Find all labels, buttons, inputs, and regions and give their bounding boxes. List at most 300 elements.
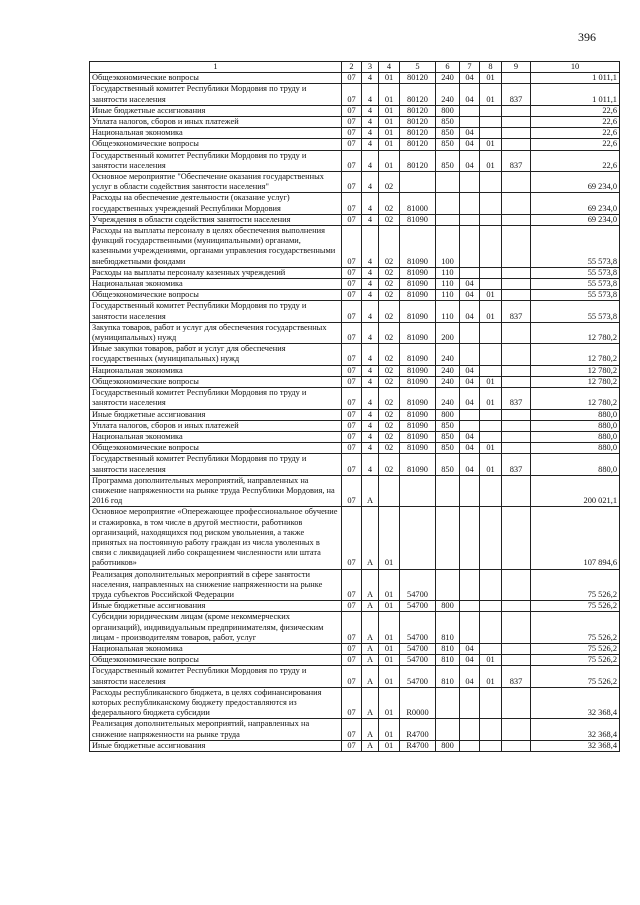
code-pp: 4: [362, 150, 379, 171]
table-row: [90, 226, 620, 268]
item-name: Национальная экономика: [90, 431, 342, 442]
item-name: Национальная экономика: [90, 128, 342, 139]
code-pr: [480, 279, 502, 290]
table-row: [90, 740, 620, 751]
code-om: 01: [379, 666, 400, 687]
amount: 12 780,2: [531, 365, 620, 376]
code-pr: [480, 612, 502, 644]
code-grbs: [502, 193, 531, 214]
code-grbs: [502, 569, 531, 601]
code-om: 01: [379, 719, 400, 740]
code-grbs: [502, 719, 531, 740]
code-vr: 810: [436, 612, 460, 644]
code-pr: [480, 507, 502, 569]
code-grbs: [502, 73, 531, 84]
code-pr: [480, 601, 502, 612]
table-row: [90, 719, 620, 740]
code-vr: 800: [436, 105, 460, 116]
code-grbs: [502, 643, 531, 654]
code-rz: 04: [460, 443, 480, 454]
code-pr: [480, 344, 502, 365]
code-pr: [480, 420, 502, 431]
amount: 880,0: [531, 431, 620, 442]
item-name: Расходы на выплаты персоналу казенных учреждений: [90, 267, 342, 278]
code-direction: R0000: [400, 687, 436, 719]
amount: 880,0: [531, 443, 620, 454]
code-rz: 04: [460, 666, 480, 687]
code-rz: [460, 193, 480, 214]
code-pr: [480, 117, 502, 128]
code-grbs: 837: [502, 84, 531, 105]
table-row: [90, 172, 620, 193]
code-gp: 07: [342, 128, 362, 139]
code-pp: 4: [362, 301, 379, 322]
item-name: Общеэкономические вопросы: [90, 376, 342, 387]
code-rz: 04: [460, 431, 480, 442]
column-number: 1: [90, 62, 342, 73]
code-pp: А: [362, 643, 379, 654]
code-pp: 4: [362, 443, 379, 454]
code-grbs: [502, 376, 531, 387]
code-om: 01: [379, 643, 400, 654]
code-rz: [460, 569, 480, 601]
code-gp: 07: [342, 666, 362, 687]
code-pp: 4: [362, 128, 379, 139]
code-pp: 4: [362, 226, 379, 268]
code-om: 02: [379, 388, 400, 409]
code-direction: 81090: [400, 388, 436, 409]
code-rz: [460, 687, 480, 719]
code-om: 02: [379, 443, 400, 454]
code-rz: [460, 172, 480, 193]
amount: 200 021,1: [531, 475, 620, 507]
amount: 1 011,1: [531, 73, 620, 84]
code-gp: 07: [342, 290, 362, 301]
code-gp: 07: [342, 409, 362, 420]
code-rz: 04: [460, 150, 480, 171]
code-vr: 110: [436, 279, 460, 290]
code-pp: А: [362, 655, 379, 666]
amount: 32 368,4: [531, 719, 620, 740]
amount: 69 234,0: [531, 214, 620, 225]
code-pp: 4: [362, 365, 379, 376]
table-row: [90, 344, 620, 365]
code-om: 01: [379, 612, 400, 644]
code-rz: [460, 475, 480, 507]
code-gp: 07: [342, 420, 362, 431]
code-om: 01: [379, 117, 400, 128]
amount: 880,0: [531, 409, 620, 420]
code-rz: 04: [460, 290, 480, 301]
table-row: [90, 420, 620, 431]
item-name: Реализация дополнительных мероприятий в сфере занятости населения, направленных на снижение напряженности на рынке труда субъектов Российской Федерации: [90, 569, 342, 601]
table-body: [90, 73, 620, 752]
item-name: Расходы на обеспечение деятельности (оказание услуг) государственных учреждений Республики Мордовия: [90, 193, 342, 214]
code-grbs: [502, 612, 531, 644]
code-pp: А: [362, 612, 379, 644]
table-row: [90, 376, 620, 387]
code-pr: 01: [480, 84, 502, 105]
code-om: 02: [379, 454, 400, 475]
amount: 32 368,4: [531, 740, 620, 751]
code-vr: 850: [436, 117, 460, 128]
code-pp: 4: [362, 388, 379, 409]
code-pr: 01: [480, 376, 502, 387]
code-vr: 110: [436, 301, 460, 322]
code-vr: 800: [436, 409, 460, 420]
code-gp: 07: [342, 84, 362, 105]
amount: 75 526,2: [531, 666, 620, 687]
code-direction: 80120: [400, 139, 436, 150]
code-grbs: 837: [502, 388, 531, 409]
code-vr: 850: [436, 431, 460, 442]
code-vr: 110: [436, 267, 460, 278]
code-pr: 01: [480, 666, 502, 687]
code-pr: [480, 740, 502, 751]
code-gp: 07: [342, 344, 362, 365]
column-number: 2: [342, 62, 362, 73]
code-rz: [460, 601, 480, 612]
amount: 12 780,2: [531, 376, 620, 387]
code-vr: 850: [436, 420, 460, 431]
item-name: Государственный комитет Республики Мордовия по труду и занятости населения: [90, 150, 342, 171]
item-name: Национальная экономика: [90, 279, 342, 290]
code-om: 02: [379, 420, 400, 431]
code-direction: 81090: [400, 454, 436, 475]
item-name: Государственный комитет Республики Мордовия по труду и занятости населения: [90, 301, 342, 322]
code-pp: 4: [362, 84, 379, 105]
table-row: [90, 290, 620, 301]
table-row: [90, 443, 620, 454]
table-row: [90, 301, 620, 322]
code-grbs: [502, 290, 531, 301]
code-vr: [436, 214, 460, 225]
code-pp: 4: [362, 172, 379, 193]
code-grbs: 837: [502, 454, 531, 475]
code-direction: 81000: [400, 193, 436, 214]
code-grbs: 837: [502, 301, 531, 322]
code-rz: [460, 322, 480, 343]
code-pp: 4: [362, 420, 379, 431]
code-om: 02: [379, 214, 400, 225]
table-row: [90, 409, 620, 420]
amount: 22,6: [531, 128, 620, 139]
item-name: Расходы республиканского бюджета, в целях софинансирования которых республиканскому бюджету предоставляются из федерального бюджета субсидии: [90, 687, 342, 719]
table-row: [90, 267, 620, 278]
code-direction: 80120: [400, 73, 436, 84]
code-rz: 04: [460, 73, 480, 84]
item-name: Закупка товаров, работ и услуг для обеспечения государственных (муниципальных) нужд: [90, 322, 342, 343]
item-name: Иные бюджетные ассигнования: [90, 601, 342, 612]
code-grbs: [502, 322, 531, 343]
code-direction: 81090: [400, 322, 436, 343]
code-grbs: [502, 128, 531, 139]
code-pp: А: [362, 687, 379, 719]
item-name: Основное мероприятие "Обеспечение оказания государственных услуг в области содействия занятости населения": [90, 172, 342, 193]
code-pr: 01: [480, 139, 502, 150]
item-name: Общеэкономические вопросы: [90, 139, 342, 150]
code-gp: 07: [342, 117, 362, 128]
table-row: [90, 601, 620, 612]
code-rz: [460, 267, 480, 278]
code-pr: [480, 365, 502, 376]
code-rz: 04: [460, 84, 480, 105]
code-gp: 07: [342, 193, 362, 214]
code-vr: [436, 569, 460, 601]
table-header: [90, 62, 620, 73]
code-grbs: [502, 344, 531, 365]
code-pp: А: [362, 569, 379, 601]
code-vr: [436, 687, 460, 719]
amount: 55 573,8: [531, 267, 620, 278]
code-vr: 240: [436, 388, 460, 409]
code-grbs: [502, 226, 531, 268]
amount: 55 573,8: [531, 279, 620, 290]
table-row: [90, 193, 620, 214]
code-rz: [460, 420, 480, 431]
code-rz: [460, 105, 480, 116]
code-direction: 81090: [400, 226, 436, 268]
amount: 69 234,0: [531, 172, 620, 193]
code-grbs: [502, 687, 531, 719]
code-grbs: [502, 267, 531, 278]
code-direction: 80120: [400, 84, 436, 105]
code-gp: 07: [342, 719, 362, 740]
code-pp: 4: [362, 193, 379, 214]
code-pp: 4: [362, 322, 379, 343]
amount: 22,6: [531, 150, 620, 171]
code-vr: 850: [436, 443, 460, 454]
code-rz: [460, 740, 480, 751]
code-rz: [460, 344, 480, 365]
code-om: 02: [379, 301, 400, 322]
code-gp: 07: [342, 388, 362, 409]
table-row: [90, 139, 620, 150]
code-pr: 01: [480, 150, 502, 171]
column-number: 7: [460, 62, 480, 73]
amount: 12 780,2: [531, 322, 620, 343]
item-name: Государственный комитет Республики Мордовия по труду и занятости населения: [90, 666, 342, 687]
code-gp: 07: [342, 214, 362, 225]
code-om: 02: [379, 322, 400, 343]
code-grbs: [502, 601, 531, 612]
code-pr: [480, 409, 502, 420]
code-grbs: [502, 365, 531, 376]
code-pr: [480, 172, 502, 193]
code-pr: [480, 322, 502, 343]
item-name: Общеэкономические вопросы: [90, 290, 342, 301]
code-vr: 240: [436, 344, 460, 365]
code-rz: 04: [460, 655, 480, 666]
code-direction: R4700: [400, 740, 436, 751]
item-name: Субсидии юридическим лицам (кроме некоммерческих организаций), индивидуальным предпринимателям, физическим лицам - производителям товаров, работ, услуг: [90, 612, 342, 644]
code-pp: А: [362, 601, 379, 612]
code-direction: [400, 475, 436, 507]
code-om: 02: [379, 267, 400, 278]
code-grbs: 837: [502, 150, 531, 171]
amount: 880,0: [531, 454, 620, 475]
code-om: 01: [379, 569, 400, 601]
code-vr: [436, 475, 460, 507]
item-name: Уплата налогов, сборов и иных платежей: [90, 117, 342, 128]
code-pp: 4: [362, 279, 379, 290]
item-name: Иные бюджетные ассигнования: [90, 740, 342, 751]
code-direction: 54700: [400, 666, 436, 687]
code-pp: 4: [362, 409, 379, 420]
table-row: [90, 365, 620, 376]
code-pr: 01: [480, 73, 502, 84]
code-direction: 54700: [400, 569, 436, 601]
code-om: 01: [379, 740, 400, 751]
code-vr: 850: [436, 454, 460, 475]
code-vr: 200: [436, 322, 460, 343]
table-row: [90, 322, 620, 343]
table-row: [90, 687, 620, 719]
code-direction: 81090: [400, 443, 436, 454]
code-grbs: [502, 655, 531, 666]
amount: 32 368,4: [531, 687, 620, 719]
item-name: Национальная экономика: [90, 643, 342, 654]
item-name: Государственный комитет Республики Мордовия по труду и занятости населения: [90, 454, 342, 475]
item-name: Основное мероприятие «Опережающее профессиональное обучение и стажировка, в том числе в другой местности, работников организаций, находящихся под риском увольнения, а также принятых на постоянную работу граждан из числа уволенных в связи с ликвидацией либо сокращением численности или штата работников»: [90, 507, 342, 569]
column-number: 4: [379, 62, 400, 73]
column-number: 5: [400, 62, 436, 73]
item-name: Учреждения в области содействия занятости населения: [90, 214, 342, 225]
code-om: 01: [379, 655, 400, 666]
code-rz: 04: [460, 128, 480, 139]
amount: 75 526,2: [531, 569, 620, 601]
code-om: 02: [379, 172, 400, 193]
column-number: 6: [436, 62, 460, 73]
item-name: Общеэкономические вопросы: [90, 443, 342, 454]
table-row: [90, 569, 620, 601]
code-vr: 240: [436, 376, 460, 387]
code-grbs: [502, 105, 531, 116]
code-pp: 4: [362, 376, 379, 387]
code-gp: 07: [342, 443, 362, 454]
code-vr: 240: [436, 73, 460, 84]
code-pr: 01: [480, 301, 502, 322]
table-row: [90, 612, 620, 644]
column-number: 9: [502, 62, 531, 73]
amount: 55 573,8: [531, 226, 620, 268]
code-pp: А: [362, 740, 379, 751]
amount: 75 526,2: [531, 612, 620, 644]
code-om: 01: [379, 601, 400, 612]
column-number: 8: [480, 62, 502, 73]
code-om: 02: [379, 290, 400, 301]
code-vr: [436, 193, 460, 214]
code-direction: 81090: [400, 420, 436, 431]
amount: 55 573,8: [531, 290, 620, 301]
code-om: 02: [379, 344, 400, 365]
code-vr: 810: [436, 655, 460, 666]
code-direction: 80120: [400, 117, 436, 128]
code-pp: 4: [362, 117, 379, 128]
code-om: 01: [379, 139, 400, 150]
item-name: Иные закупки товаров, работ и услуг для обеспечения государственных (муниципальных) нужд: [90, 344, 342, 365]
code-gp: 07: [342, 172, 362, 193]
code-direction: 81090: [400, 214, 436, 225]
code-om: 02: [379, 365, 400, 376]
item-name: Программа дополнительных мероприятий, направленных на снижение напряженности на рынке труда Республики Мордовия, на 2016 год: [90, 475, 342, 507]
item-name: Национальная экономика: [90, 365, 342, 376]
code-pr: 01: [480, 290, 502, 301]
code-om: 01: [379, 687, 400, 719]
code-gp: 07: [342, 740, 362, 751]
code-gp: 07: [342, 569, 362, 601]
code-pp: 4: [362, 267, 379, 278]
code-rz: [460, 226, 480, 268]
code-grbs: [502, 279, 531, 290]
code-direction: 81090: [400, 301, 436, 322]
code-direction: 81090: [400, 365, 436, 376]
table-row: [90, 655, 620, 666]
code-gp: 07: [342, 454, 362, 475]
code-vr: 240: [436, 365, 460, 376]
code-pp: 4: [362, 290, 379, 301]
code-om: 02: [379, 193, 400, 214]
code-vr: 810: [436, 643, 460, 654]
code-pr: [480, 643, 502, 654]
code-rz: [460, 214, 480, 225]
amount: 22,6: [531, 105, 620, 116]
item-name: Реализация дополнительных мероприятий, направленных на снижение напряженности на рынке труда: [90, 719, 342, 740]
code-gp: 07: [342, 687, 362, 719]
amount: 12 780,2: [531, 344, 620, 365]
code-om: 02: [379, 409, 400, 420]
code-om: 01: [379, 150, 400, 171]
code-grbs: 837: [502, 666, 531, 687]
code-vr: 100: [436, 226, 460, 268]
code-rz: [460, 117, 480, 128]
code-gp: 07: [342, 376, 362, 387]
code-rz: 04: [460, 365, 480, 376]
table-row: [90, 475, 620, 507]
code-grbs: [502, 443, 531, 454]
amount: 22,6: [531, 117, 620, 128]
table-row: [90, 150, 620, 171]
table-row: [90, 388, 620, 409]
code-pr: [480, 719, 502, 740]
table-row: [90, 84, 620, 105]
code-pr: [480, 569, 502, 601]
code-gp: 07: [342, 105, 362, 116]
code-om: [379, 475, 400, 507]
table-row: [90, 117, 620, 128]
amount: 55 573,8: [531, 301, 620, 322]
code-rz: [460, 612, 480, 644]
table-row: [90, 214, 620, 225]
amount: 1 011,1: [531, 84, 620, 105]
code-gp: 07: [342, 612, 362, 644]
amount: 75 526,2: [531, 655, 620, 666]
code-grbs: [502, 172, 531, 193]
code-direction: 80120: [400, 105, 436, 116]
code-vr: [436, 172, 460, 193]
code-rz: [460, 507, 480, 569]
code-pp: А: [362, 666, 379, 687]
code-gp: 07: [342, 507, 362, 569]
code-direction: 81090: [400, 279, 436, 290]
code-gp: 07: [342, 655, 362, 666]
code-rz: [460, 409, 480, 420]
code-grbs: [502, 431, 531, 442]
table-row: [90, 666, 620, 687]
code-gp: 07: [342, 139, 362, 150]
code-om: 01: [379, 507, 400, 569]
code-grbs: [502, 507, 531, 569]
